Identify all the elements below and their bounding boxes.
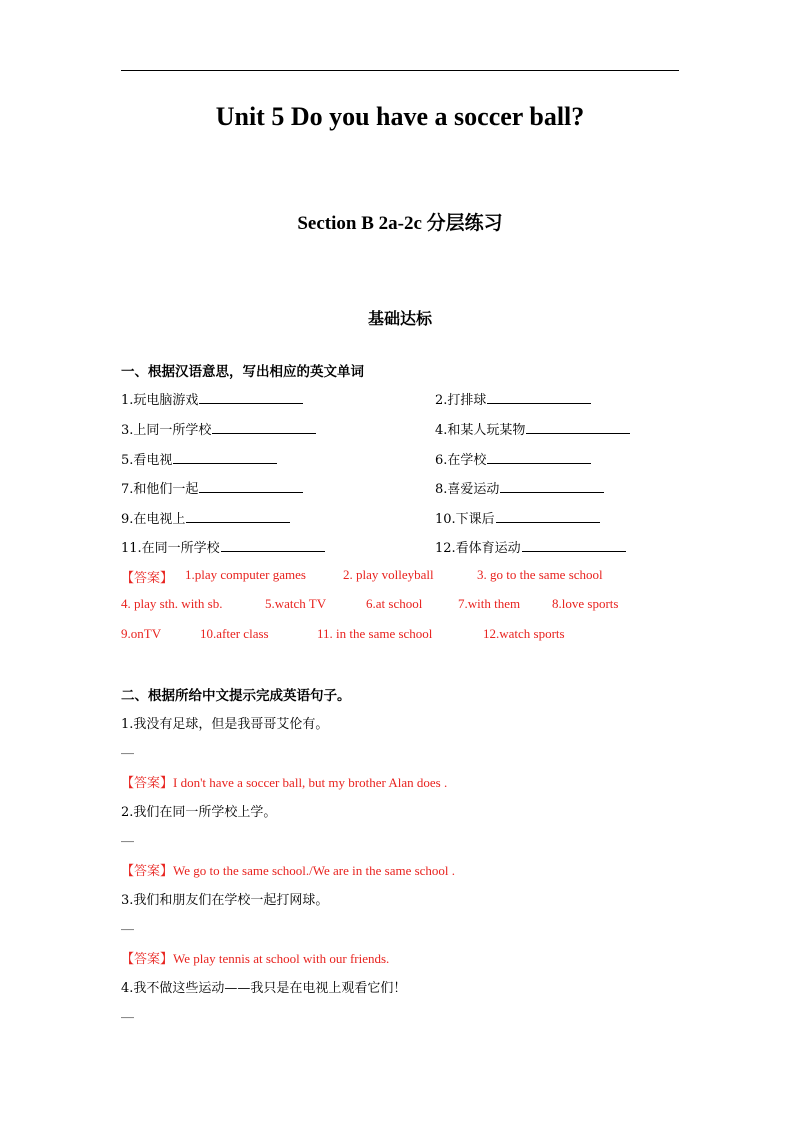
answer-line: __ [121, 916, 134, 931]
answer-text: 8.love sports [552, 596, 619, 611]
answer-blank [500, 480, 604, 493]
answer-text: 12.watch sports [483, 626, 565, 641]
vocab-item: 6.在学校 [435, 449, 591, 468]
answer-label: 【答案】 [121, 571, 174, 586]
answer-text: 7.with them [458, 596, 521, 611]
answer-blank [199, 391, 303, 404]
section-subtitle: Section B 2a-2c 分层练习 [297, 213, 503, 234]
sentence-answer: 【答案】I don't have a soccer ball, but my brother Alan does . [121, 775, 448, 791]
answer-text: 4. play sth. with sb. [121, 596, 223, 611]
sentence-answer: 【答案】We play tennis at school with our friends. [121, 951, 390, 967]
vocab-item: 4.和某人玩某物 [435, 419, 630, 438]
answer-line: __ [121, 740, 134, 755]
answer-blank [199, 480, 303, 493]
document-title: Unit 5 Do you have a soccer ball? [215, 102, 585, 131]
vocab-item: 1.玩电脑游戏 [121, 389, 303, 408]
answer-blank [522, 539, 626, 552]
answer-text: 11. in the same school [317, 626, 433, 641]
sentence-answer: 【答案】We go to the same school./We are in the same school . [121, 863, 456, 879]
answer-text: 5.watch TV [265, 596, 327, 611]
vocab-item: 9.在电视上 [121, 508, 290, 527]
answer-line: __ [121, 1004, 134, 1019]
answer-text: 10.after class [200, 626, 269, 641]
answer-text: 3. go to the same school [477, 567, 603, 582]
part1-heading: 一、根据汉语意思，写出相应的英文单词 [121, 364, 364, 380]
sentence-prompt: 3.我们和朋友们在学校一起打网球。 [121, 893, 329, 908]
vocab-item: 10.下课后 [435, 508, 600, 527]
answer-text: 6.at school [366, 596, 423, 611]
answer-line: __ [121, 828, 134, 843]
answer-blank [173, 451, 277, 464]
vocab-item: 11.在同一所学校 [121, 537, 325, 556]
answer-text: 9.onTV [121, 626, 162, 641]
vocab-item: 7.和他们一起 [121, 478, 303, 497]
answer-blank [487, 391, 591, 404]
vocab-item: 2.打排球 [435, 389, 591, 408]
answer-blank [221, 539, 325, 552]
answer-blank [487, 451, 591, 464]
answer-blank [526, 421, 630, 434]
sentence-prompt: 1.我没有足球，但是我哥哥艾伦有。 [121, 717, 329, 732]
vocab-item: 8.喜爱运动 [435, 478, 604, 497]
answer-text: 2. play volleyball [343, 567, 434, 582]
sentence-prompt: 4.我不做这些运动——我只是在电视上观看它们！ [121, 981, 407, 996]
top-rule [121, 70, 679, 71]
vocab-item: 12.看体育运动 [435, 537, 626, 556]
answer-blank [212, 421, 316, 434]
sentence-prompt: 2.我们在同一所学校上学。 [121, 805, 277, 820]
answer-text: 1.play computer games [185, 567, 306, 582]
answer-blank [186, 510, 290, 523]
vocab-item: 3.上同一所学校 [121, 419, 316, 438]
level-heading: 基础达标 [367, 309, 432, 328]
vocab-item: 5.看电视 [121, 449, 277, 468]
answer-blank [496, 510, 600, 523]
part2-heading: 二、根据所给中文提示完成英语句子。 [121, 688, 351, 704]
